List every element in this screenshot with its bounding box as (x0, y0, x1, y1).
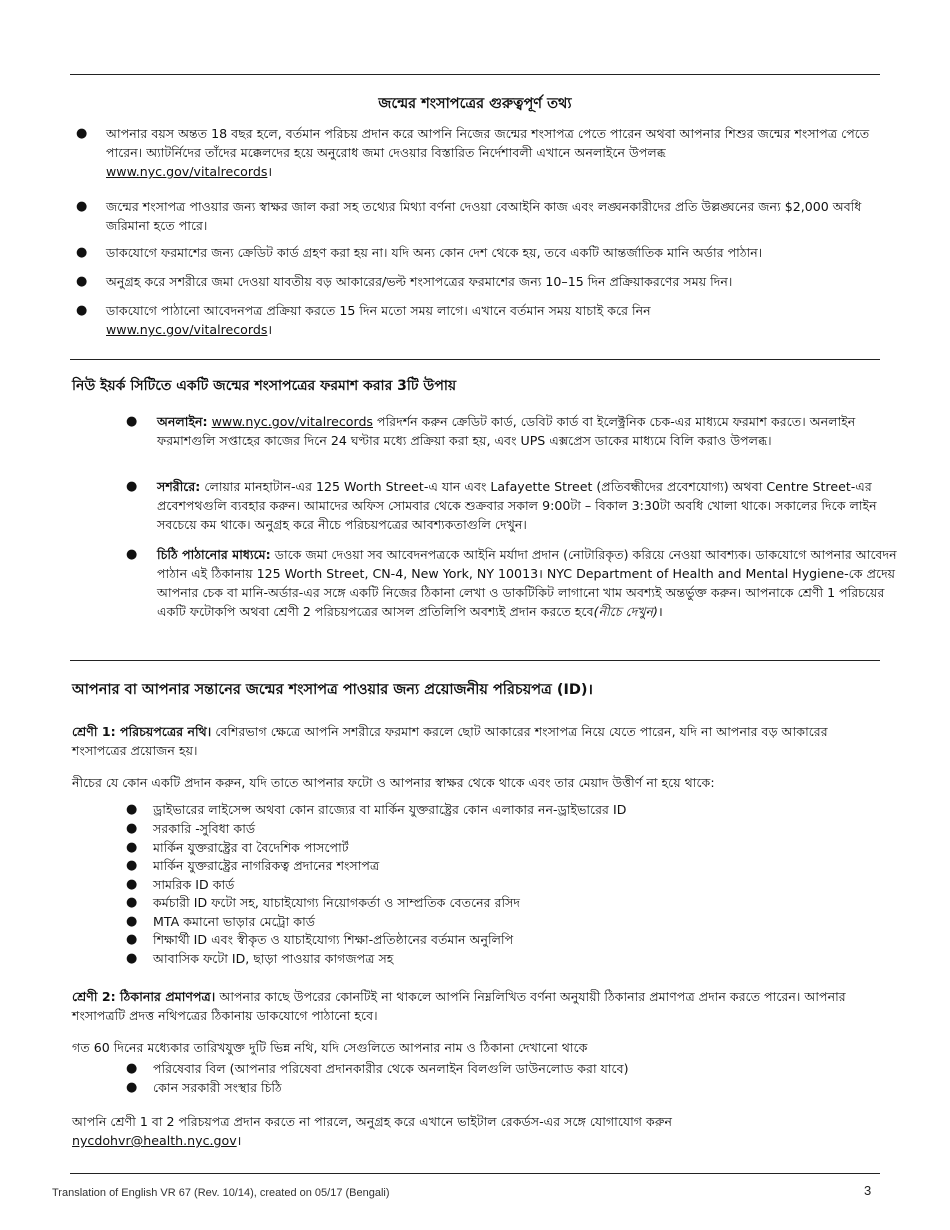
section-title-ways-to-order: নিউ ইয়র্ক সিটিতে একটি জন্মের শংসাপত্রের ফরমাশ করার 3টি উপায় (72, 378, 457, 394)
id-list-item: MTA কমানো ভাড়ার মেট্রো কার্ড (153, 914, 315, 929)
bullet: ● (76, 274, 88, 289)
info-item-4: অনুগ্রহ করে সশরীরে জমা দেওয়া যাবতীয় বড় আকারের/ভল্ট শংসাপত্রের ফরমাশের জন্য 10–15 দিন প্রক্রিয়াকরণের সময় দিন। (106, 274, 733, 289)
section-title-important-info: জন্মের শংসাপত্রের গুরুত্বপূর্ণ তথ্য (378, 96, 572, 112)
page-number: 3 (864, 1183, 872, 1198)
vitalrecords-link[interactable]: www.nyc.gov/vitalrecords (106, 164, 268, 179)
id-list-item: মার্কিন যুক্তরাষ্ট্রের নাগরিকত্ব প্রদানের শংসাপত্র (153, 858, 380, 873)
category-2-description: শ্রেণী 2: ঠিকানার প্রমাণপত্র। আপনার কাছে উপরের কোনটিই না থাকলে আপনি নিম্নলিখিত বর্ণনা অনুযায়ী ঠিকানার প্রমাণপত্র প্রদান করতে পারেন। আপনার শংসাপত্রটি প্রদত্ত নথিপত্রের ঠিকানায় ডাকযোগে পাঠানো হবে। (72, 989, 846, 1023)
online-label: অনলাইন: (157, 414, 208, 429)
bullet: ● (126, 802, 138, 817)
category-2-intro: গত 60 দিনের মধ্যেকার তারিখযুক্ত দুটি ভিন্ন নথি, যদি সেগুলিতে আপনার নাম ও ঠিকানা দেখানো থাকে (72, 1040, 588, 1055)
divider (70, 359, 880, 360)
vitalrecords-link[interactable]: www.nyc.gov/vitalrecords (211, 414, 373, 429)
info-item-3: ডাকযোগে ফরমাশের জন্য ক্রেডিট কার্ড গ্রহণ করা হয় না। যদি অন্য কোন দেশ থেকে হয়, তবে একটি আন্তর্জাতিক মানি অর্ডার পাঠান। (106, 245, 763, 260)
bullet: ● (76, 303, 88, 318)
bullet: ● (126, 951, 138, 966)
info-item-2: জন্মের শংসাপত্র পাওয়ার জন্য স্বাক্ষর জাল করা সহ তথ্যের মিথ্যা বর্ণনা দেওয়া বেআইনি কাজ এবং লঙ্ঘনকারীদের প্রতি উল্লঙ্ঘনের জন্য $2,000 অবধি জরিমানা হতে পারে। (106, 199, 862, 233)
order-method-in-person: সশরীরে: লোয়ার মানহাটান-এর 125 Worth Street-এ যান এবং Lafayette Street (প্রতিবন্ধীদের প্রবেশযোগ্য) অথবা Centre Street-এর প্রবেশপথগুলি ব্যবহার করুন। আমাদের অফিস সোমবার থেকে শুক্রবার সকাল 9:00টা – বিকাল 3:30টা অবধি খোলা থাকে। সকালের দিকে লাইন সবচেয়ে কম থাকে। অনুগ্রহ করে নীচে পরিচয়পত্রের আবশ্যকতাগুলি দেখুন। (157, 479, 877, 532)
order-method-mail: চিঠি পাঠানোর মাধ্যমে: ডাকে জমা দেওয়া সব আবেদনপত্রকে আইনি মর্যাদা প্রদান (নোটারিকৃত) করিয়ে নেওয়া আবশ্যক। ডাকযোগে আপনার আবেদন পাঠান এই ঠিকানায় 125 Worth Street, CN-4, New York, NY 10013। NYC Department of Health and Mental Hygiene-কে প্রদেয় আপনার চেক বা মানি-অর্ডার-এর সঙ্গে একটি নিজের ঠিকানা লেখা ও ডাকটিকিট লাগানো খাম অবশ্যই অন্তর্ভুক্ত করুন। আপনাকে শ্রেণী 1 পরিচয়ের একটি ফটোকপি অথবা শ্রেণী 2 পরিচয়পত্রের আসল প্রতিলিপি অবশ্যই প্রদান করতে হবে(নীচে দেখুন)। (157, 547, 897, 619)
id-list-item: শিক্ষার্থী ID এবং স্বীকৃত ও যাচাইযোগ্য শিক্ষা-প্রতিষ্ঠানের বর্তমান অনুলিপি (153, 932, 514, 947)
footer-note: Translation of English VR 67 (Rev. 10/14), created on 05/17 (Bengali) (52, 1187, 390, 1199)
proof-list-item: কোন সরকারী সংস্থার চিঠি (153, 1080, 282, 1095)
section-title-id-requirements: আপনার বা আপনার সন্তানের জন্মের শংসাপত্র পাওয়ার জন্য প্রয়োজনীয় পরিচয়পত্র (ID)। (72, 682, 594, 698)
mail-label: চিঠি পাঠানোর মাধ্যমে: (157, 547, 271, 562)
divider-top (70, 74, 880, 75)
bullet: ● (76, 126, 88, 141)
category-1-intro: নীচের যে কোন একটি প্রদান করুন, যদি তাতে আপনার ফটো ও আপনার স্বাক্ষর থেকে থাকে এবং তার মেয়াদ উত্তীর্ণ না হয়ে থাকে: (72, 775, 715, 790)
bullet: ● (126, 1061, 138, 1076)
bullet: ● (126, 932, 138, 947)
bullet: ● (126, 840, 138, 855)
vitalrecords-link[interactable]: www.nyc.gov/vitalrecords (106, 322, 268, 337)
bullet: ● (126, 547, 138, 562)
id-list-item: মার্কিন যুক্তরাষ্ট্রের বা বৈদেশিক পাসপোর্ট (153, 840, 349, 855)
id-list-item: ড্রাইভারের লাইসেন্স অথবা কোন রাজ্যের বা মার্কিন যুক্তরাষ্ট্রের কোন এলাকার নন-ড্রাইভারের ID (153, 802, 627, 817)
bullet: ● (76, 245, 88, 260)
bullet: ● (126, 858, 138, 873)
proof-list-item: পরিষেবার বিল (আপনার পরিষেবা প্রদানকারীর থেকে অনলাইন বিলগুলি ডাউনলোড করা যাবে) (153, 1061, 629, 1076)
info-item-1: আপনার বয়স অন্তত 18 বছর হলে, বর্তমান পরিচয় প্রদান করে আপনি নিজের জন্মের শংসাপত্র পেতে পারেন অথবা আপনার শিশুর জন্মের শংসাপত্র পেতে পারেন। অ্যাটর্নিদের তাঁদের মক্কেলদের হয়ে অনুরোধ জমা দেওয়ার বিস্তারিত নির্দেশাবলী এখানে অনলাইনে উপলব্ধ www.nyc.gov/vitalrecords। (106, 126, 870, 179)
bullet: ● (126, 895, 138, 910)
bullet: ● (126, 821, 138, 836)
divider-bottom (70, 1173, 880, 1174)
category-2-label: শ্রেণী 2: ঠিকানার প্রমাণপত্র। (72, 989, 216, 1004)
divider (70, 660, 880, 661)
bullet: ● (126, 479, 138, 494)
bullet: ● (126, 414, 138, 429)
category-1-label: শ্রেণী 1: পরিচয়পত্রের নথি। (72, 724, 212, 739)
bullet: ● (76, 199, 88, 214)
contact-email-link[interactable]: nycdohvr@health.nyc.gov (72, 1133, 237, 1148)
id-list-item: আবাসিক ফটো ID, ছাড়া পাওয়ার কাগজপত্র সহ (153, 951, 394, 966)
bullet: ● (126, 877, 138, 892)
bullet: ● (126, 914, 138, 929)
order-method-online: অনলাইন: www.nyc.gov/vitalrecords পরিদর্শন করুন ক্রেডিট কার্ড, ডেবিট কার্ড বা ইলেক্ট্রনিক চেক-এর মাধ্যমে ফরমাশ করতে। অনলাইন ফরমাশগুলি সপ্তাহের কাজের দিনে 24 ঘণ্টার মধ্যে প্রক্রিয়া করা হয়, এবং UPS এক্সপ্রেস ডাকের মাধ্যমে বিলি করাও উপলব্ধ। (157, 414, 856, 448)
id-list-item: সরকারি -সুবিধা কার্ড (153, 821, 256, 836)
id-list-item: কর্মচারী ID ফটো সহ, যাচাইযোগ্য নিয়োগকর্তা ও সাম্প্রতিক বেতনের রসিদ (153, 895, 521, 910)
contact-info: আপনি শ্রেণী 1 বা 2 পরিচয়পত্র প্রদান করতে না পারলে, অনুগ্রহ করে এখানে ভাইটাল রেকর্ডস-এর সঙ্গে যোগাযোগ করুন nycdohvr@health.nyc.gov। (72, 1114, 673, 1148)
info-item-5: ডাকযোগে পাঠানো আবেদনপত্র প্রক্রিয়া করতে 15 দিন মতো সময় লাগে। এখানে বর্তমান সময় যাচাই করে নিন www.nyc.gov/vitalrecords। (106, 303, 651, 337)
bullet: ● (126, 1080, 138, 1095)
in-person-label: সশরীরে: (157, 479, 201, 494)
id-list-item: সামরিক ID কার্ড (153, 877, 235, 892)
category-1-description: শ্রেণী 1: পরিচয়পত্রের নথি। বেশিরভাগ ক্ষেত্রে আপনি সশরীরে ফরমাশ করলে ছোট আকারের শংসাপত্র নিয়ে যেতে পারেন, যদি না আপনার বড় আকারের শংসাপত্রের প্রয়োজন হয়। (72, 724, 828, 758)
